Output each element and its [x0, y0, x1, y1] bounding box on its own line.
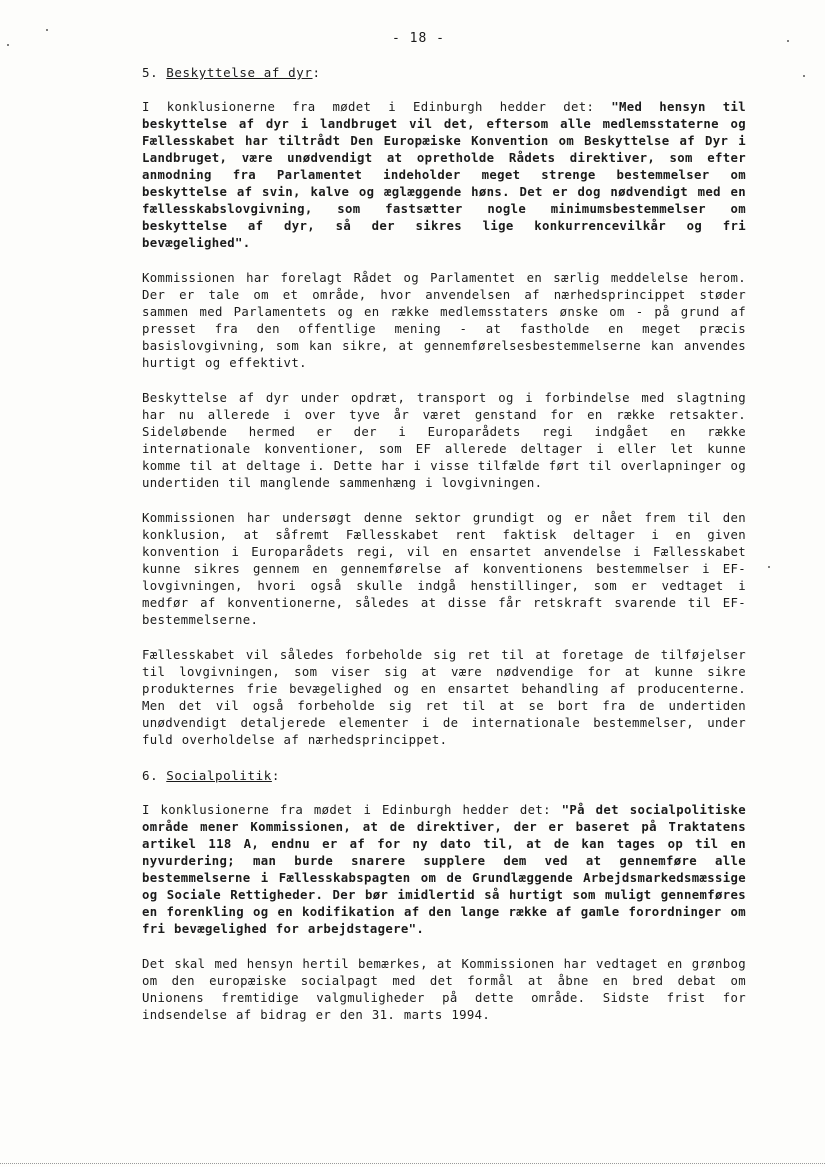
scan-speck: [46, 29, 48, 31]
section-5-p1-quote: "Med hensyn til beskyttelse af dyr i landbruget vil det, eftersom alle medlemsstaterne og Fællesskabet har tiltrådt Den Europæiske Konvention om Beskyttelse af Dyr i Landbruget, være unødvendigt at opretholde Rådets direktiver, som efter anmodning fra Parlamentet indeholder meget strenge bestemmelser om beskyttelse af svin, kalve og æglæggende høns. Det er dog nødvendigt med en fællesskabslovgivning, som fastsætter nogle minimumsbestemmelser om beskyttelse af dyr, så der sikres lige konkurrencevilkår og fri bevægelighed".: [142, 100, 746, 250]
section-6-title: Socialpolitik: [166, 768, 272, 783]
section-6-p1-quote: "På det socialpolitiske område mener Kommissionen, at de direktiver, der er baseret på Traktatens artikel 118 A, endnu er af for ny dato til, at de kan tages op til en nyvurdering; man burde snarere supplere dem ved at gennemføre alle bestemmelserne i Fællesskabspagten om de Grundlæggende Arbejdsmarkedsmæssige og Sociale Rettigheder. Der bør imidlertid så hurtigt som muligt gennemføres en forenkling og en kodifikation af den lange række af gamle forordninger om fri bevægelighed for arbejdstagere".: [142, 803, 747, 936]
section-6-p1-intro: I konklusionerne fra mødet i Edinburgh hedder det:: [142, 803, 562, 817]
section-5-paragraph-2: Kommissionen har forelagt Rådet og Parlamentet en særlig meddelelse herom. Der er tale om et område, hvor anvendelsen af nærhedsprincippet støder sammen med Parlamentets og en række medlemsstaters ønske om - på grund af presset fra den offentlige mening - at fastholde en meget præcis basislovgivning, som kan sikre, at gennemførelsesbestemmelserne kan anvendes hurtigt og effektivt.: [142, 271, 746, 370]
section-6-colon: :: [271, 768, 281, 783]
document-body: [142, 64, 746, 1042]
section-5-heading: [142, 64, 746, 81]
section-6-number: 6.: [142, 768, 159, 783]
section-5-paragraph-4: Kommissionen har undersøgt denne sektor grundigt og er nået frem til den konklusion, at såfremt Fællesskabet rent faktisk deltager i en given konvention i Europarådets regi, vil en ensartet anvendelse i Fællesskabet kunne sikres gennem en gennemførelse af konventionens bestemmelser i EF-lovgivningen, hvori også skulle indgå henstillinger, som er vedtaget i medfør af konventionerne, således at disse får retskraft svarende til EF-bestemmelserne.: [142, 511, 746, 627]
section-5-paragraph-1: [142, 99, 746, 252]
scan-speck: [803, 75, 805, 77]
scan-speck: [768, 566, 770, 568]
section-5-title: Beskyttelse af dyr: [166, 65, 313, 80]
scan-bottom-edge: [0, 1163, 825, 1165]
section-6-paragraph-2: Det skal med hensyn hertil bemærkes, at Kommissionen har vedtaget en grønbog om den europæiske socialpagt med det formål at åbne en bred debat om Unionens fremtidige valgmuligheder på dette område. Sidste frist for indsendelse af bidrag er den 31. marts 1994.: [142, 957, 746, 1022]
section-5-p1-intro: I konklusionerne fra mødet i Edinburgh hedder det:: [142, 100, 612, 114]
scan-speck: [7, 44, 9, 46]
section-5-colon: :: [312, 65, 321, 80]
section-5-paragraph-5: Fællesskabet vil således forbeholde sig ret til at foretage de tilføjelser til lovgivningen, som viser sig at være nødvendige for at kunne sikre produkternes frie bevægelighed og en ensartet behandling af producenterne. Men det vil også forbeholde sig ret til at se bort fra de undertiden unødvendigt detaljerede elementer i de internationale bestemmelser, under fuld overholdelse af nærhedsprincippet.: [142, 648, 746, 747]
section-5-paragraph-3: Beskyttelse af dyr under opdræt, transport og i forbindelse med slagtning har nu allerede i over tyve år været genstand for en række retsakter. Sideløbende hermed er der i Europarådets regi indgået en række internationale konventioner, som EF allerede deltager i eller let kunne komme til at deltage i. Dette har i visse tilfælde ført til overlapninger og undertiden til manglende sammenhæng i lovgivningen.: [142, 391, 746, 490]
section-6-heading: [142, 767, 746, 784]
page-number: - 18 -: [392, 31, 445, 46]
scan-speck: [787, 40, 789, 42]
section-5-number: 5.: [142, 65, 159, 80]
section-6-paragraph-1: [142, 802, 746, 938]
